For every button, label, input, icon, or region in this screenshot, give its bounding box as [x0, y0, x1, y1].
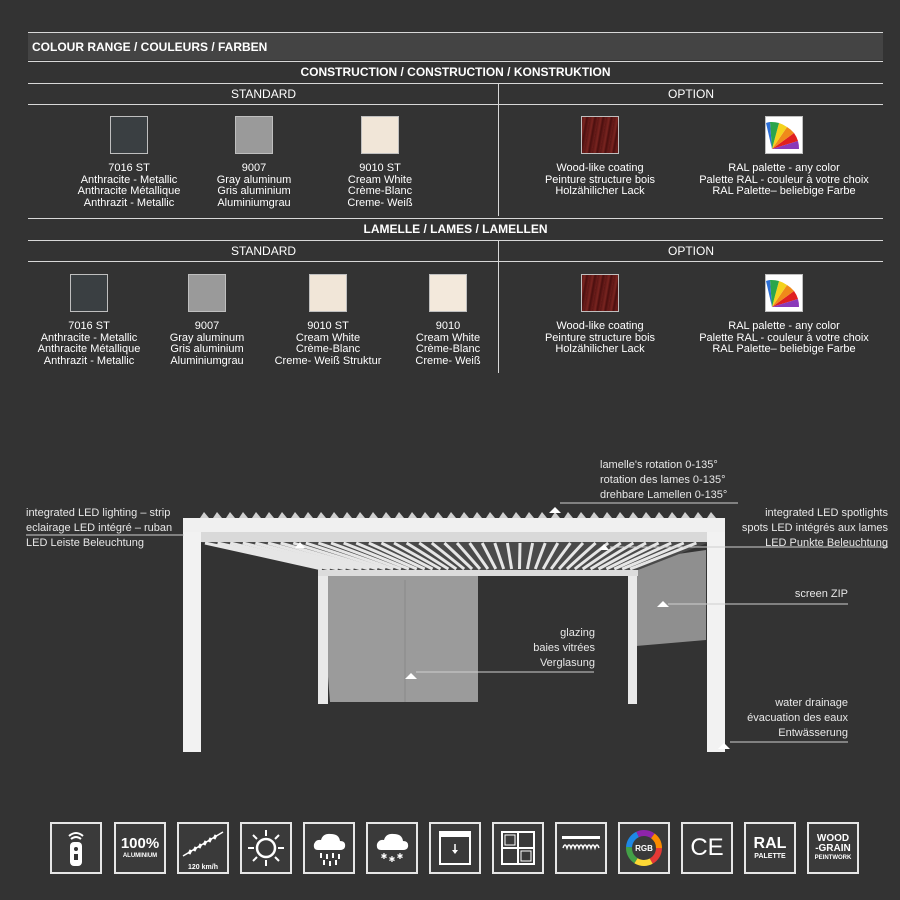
screen-icon: [429, 822, 481, 874]
lamelle-swatch-9010st: [258, 274, 398, 367]
lamella-fin: [512, 512, 521, 518]
swatch-label-de: Creme- Weiß Struktur: [274, 354, 382, 367]
lamella-fin: [213, 512, 222, 518]
swatch-label-en: Cream White: [295, 331, 361, 344]
swatch-code: 9007: [194, 320, 220, 332]
lamella-fin: [382, 512, 391, 518]
lamelle-option-header: OPTION: [499, 240, 883, 262]
front-beam: [183, 518, 725, 532]
swatch-label-fr: Palette RAL - couleur à votre choix: [699, 173, 869, 186]
color-swatch: [361, 116, 399, 154]
swatch-code: 9007: [241, 162, 267, 174]
lamella-fin: [460, 512, 469, 518]
drainage-en: water drainage: [775, 697, 848, 709]
lamella-fin: [590, 512, 599, 518]
swatch-label-de: Anthrazit - Metallic: [83, 196, 175, 209]
swatch-label-fr: Peinture structure bois: [544, 173, 656, 186]
aluminium-text: ALUMINIUM: [122, 853, 158, 859]
swatch-label-de: Aluminiumgrau: [217, 196, 291, 209]
peintwork-text: PEINTWORK: [814, 855, 852, 861]
lamelle-option-wood: [500, 274, 700, 356]
swatch-label-fr: Anthracite Métallique: [37, 343, 141, 355]
lamella-fin: [668, 512, 677, 518]
swatch-label-en: Anthracite - Metallic: [40, 331, 138, 344]
construction-swatch-9007: [184, 116, 324, 209]
lamella-fin: [421, 512, 430, 518]
led-strip-en: integrated LED lighting – strip: [26, 507, 171, 519]
swatch-label-fr: Gris aluminium: [217, 185, 291, 197]
lamella-fin: [291, 512, 300, 518]
lamella-fin: [200, 512, 209, 518]
ral-fan-icon: [765, 116, 803, 154]
lamella-fin: [434, 512, 443, 518]
ral-fan-icon: [765, 274, 803, 312]
lamella-fin: [707, 512, 716, 518]
swatch-label-en: RAL palette - any color: [728, 320, 840, 332]
spotlights-en: integrated LED spotlights: [765, 507, 888, 519]
rotation-en: lamelle's rotation 0-135°: [600, 459, 718, 471]
lamella-fin: [369, 512, 378, 518]
lamella-slat: [520, 543, 521, 569]
remote-control-icon: [50, 822, 102, 874]
swatch-label-en: Cream White: [347, 173, 413, 186]
lamelle-title: LAMELLE / LAMES / LAMELLEN: [28, 218, 883, 240]
drainage-fr: évacuation des eaux: [747, 712, 848, 724]
lamella-fin: [694, 512, 703, 518]
lamella-fin: [330, 512, 339, 518]
lamella-fin: [603, 512, 612, 518]
glazing-fr: baies vitrées: [533, 642, 595, 654]
lamelle-standard-header: STANDARD: [28, 240, 499, 262]
lamella-fin: [278, 512, 287, 518]
swatch-label-fr: Crème-Blanc: [347, 185, 413, 197]
construction-option-wood: [500, 116, 700, 198]
svg-text:✱: ✱: [380, 852, 388, 861]
wood-text: WOOD: [816, 833, 850, 844]
color-swatch: [188, 274, 226, 312]
lamella-fin: [564, 512, 573, 518]
lamella-fin: [499, 512, 508, 518]
lamella-fin: [356, 512, 365, 518]
led-strip-label: [26, 506, 172, 551]
color-swatch: [70, 274, 108, 312]
color-swatch: [235, 116, 273, 154]
rotation-label: [600, 458, 727, 503]
lamella-fin: [239, 512, 248, 518]
swatch-label-en: Gray aluminum: [169, 331, 245, 344]
woodgrain-swatch: [581, 116, 619, 154]
swatch-label-de: Creme- Weiß: [347, 196, 413, 209]
pergola-diagram: [0, 440, 900, 770]
swatch-label-fr: Gris aluminium: [170, 343, 244, 355]
lamella-fin: [343, 512, 352, 518]
lamella-fin: [447, 512, 456, 518]
swatch-label-fr: Palette RAL - couleur à votre choix: [699, 331, 869, 344]
swatch-label-de: Holzähilicher Lack: [555, 185, 645, 197]
rotation-de: drehbare Lamellen 0-135°: [600, 489, 728, 501]
svg-text:✱: ✱: [396, 852, 404, 861]
swatch-label-de: Anthrazit - Metallic: [43, 354, 135, 367]
swatch-label-de: Creme- Weiß: [415, 354, 481, 367]
screen-zip-text: screen ZIP: [794, 588, 848, 600]
swatch-label-en: Wood-like coating: [556, 320, 644, 332]
swatch-label-en: Anthracite - Metallic: [80, 173, 178, 186]
svg-text:✱: ✱: [388, 855, 396, 864]
lamella-fin: [252, 512, 261, 518]
glazing-label: [533, 626, 595, 671]
aluminium-icon: [114, 822, 166, 874]
swatch-label-en: Gray aluminum: [216, 173, 292, 186]
lamella-fin: [395, 512, 404, 518]
swatch-label-fr: Anthracite Métallique: [77, 185, 181, 197]
ral-text: RAL: [753, 835, 787, 852]
drainage-de: Entwässerung: [778, 727, 848, 739]
swatch-code: 7016 ST: [68, 320, 110, 332]
construction-swatch-9010st: [310, 116, 450, 209]
rotation-fr: rotation des lames 0-135°: [600, 474, 726, 486]
swatch-label-de: RAL Palette– beliebige Farbe: [712, 343, 856, 355]
swatch-label-fr: Crème-Blanc: [295, 343, 361, 355]
feature-icons: [50, 822, 860, 878]
lamelle-swatch-9010: [378, 274, 518, 367]
swatch-label-de: Holzähilicher Lack: [555, 343, 645, 355]
ral-palette-icon: [744, 822, 796, 874]
lamella-fin: [538, 512, 547, 518]
spotlights-fr: spots LED intégrés aux lames: [741, 522, 888, 534]
led-strip-de: LED Leiste Beleuchtung: [26, 537, 145, 549]
swatch-label-fr: Crème-Blanc: [415, 343, 481, 355]
ce-text: CE: [690, 834, 724, 861]
lamella-fin: [629, 512, 638, 518]
palette-text: PALETTE: [754, 853, 786, 860]
sun-icon: [240, 822, 292, 874]
color-swatch: [429, 274, 467, 312]
lamelle-option-ral: [684, 274, 884, 356]
front-left-post: [183, 532, 201, 752]
lamella-fin: [317, 512, 326, 518]
wood-grain-icon: [807, 822, 859, 874]
lamella-fin: [486, 512, 495, 518]
lamelle-swatch-9007: [137, 274, 277, 367]
grain-text: -GRAIN: [815, 843, 851, 854]
glazing-panel: [320, 575, 478, 702]
swatch-code: 9010 ST: [359, 162, 401, 174]
construction-option-ral: [684, 116, 884, 198]
swatch-label-en: Wood-like coating: [556, 162, 644, 174]
rgb-icon: [618, 822, 670, 874]
colour-range-title: COLOUR RANGE / COULEURS / FARBEN: [28, 32, 883, 60]
construction-option-header: OPTION: [499, 83, 883, 105]
spotlights-de: LED Punkte Beleuchtung: [765, 537, 888, 549]
lamella-fin: [655, 512, 664, 518]
construction-title: CONSTRUCTION / CONSTRUCTION / KONSTRUKTION: [28, 61, 883, 83]
wind-speed: 120 km/h: [188, 864, 218, 871]
lamella-fin: [408, 512, 417, 518]
rain-icon: [303, 822, 355, 874]
lamella-fin: [525, 512, 534, 518]
glazing-de: Verglasung: [539, 657, 595, 669]
lamella-fin: [681, 512, 690, 518]
construction-swatch-7016: [59, 116, 199, 209]
lamella-fin: [577, 512, 586, 518]
lamella-fin: [616, 512, 625, 518]
spotlights-label: [742, 506, 888, 551]
snow-icon: [366, 822, 418, 874]
construction-divider: [498, 83, 499, 216]
aluminium-percent: 100%: [120, 835, 160, 852]
swatch-label-en: Cream White: [415, 331, 481, 344]
swatch-label-de: RAL Palette– beliebige Farbe: [712, 185, 856, 197]
glazing-icon: [492, 822, 544, 874]
lamella-fin: [304, 512, 313, 518]
glazing-en: glazing: [560, 627, 595, 639]
lamella-fin: [265, 512, 274, 518]
swatch-label-fr: Peinture structure bois: [544, 331, 656, 344]
lamella-fin: [473, 512, 482, 518]
swatch-code: 7016 ST: [108, 162, 150, 174]
front-right-post: [707, 532, 725, 752]
swatch-label-de: Aluminiumgrau: [170, 354, 244, 367]
swatch-code: 9010 ST: [307, 320, 349, 332]
led-strip-fr: eclairage LED intégré – ruban: [26, 522, 173, 534]
swatch-code: 9010: [435, 320, 461, 332]
color-swatch: [110, 116, 148, 154]
wind-icon: [177, 822, 229, 874]
ce-icon: [681, 822, 733, 874]
lamella-fin: [226, 512, 235, 518]
swatch-label-en: RAL palette - any color: [728, 162, 840, 174]
screen-zip-label: [795, 587, 848, 602]
construction-standard-header: STANDARD: [28, 83, 499, 105]
color-swatch: [309, 274, 347, 312]
rgb-text: RGB: [635, 844, 653, 853]
led-strip-icon: [555, 822, 607, 874]
lamella-fin: [642, 512, 651, 518]
drainage-label: [747, 696, 848, 741]
woodgrain-swatch: [581, 274, 619, 312]
